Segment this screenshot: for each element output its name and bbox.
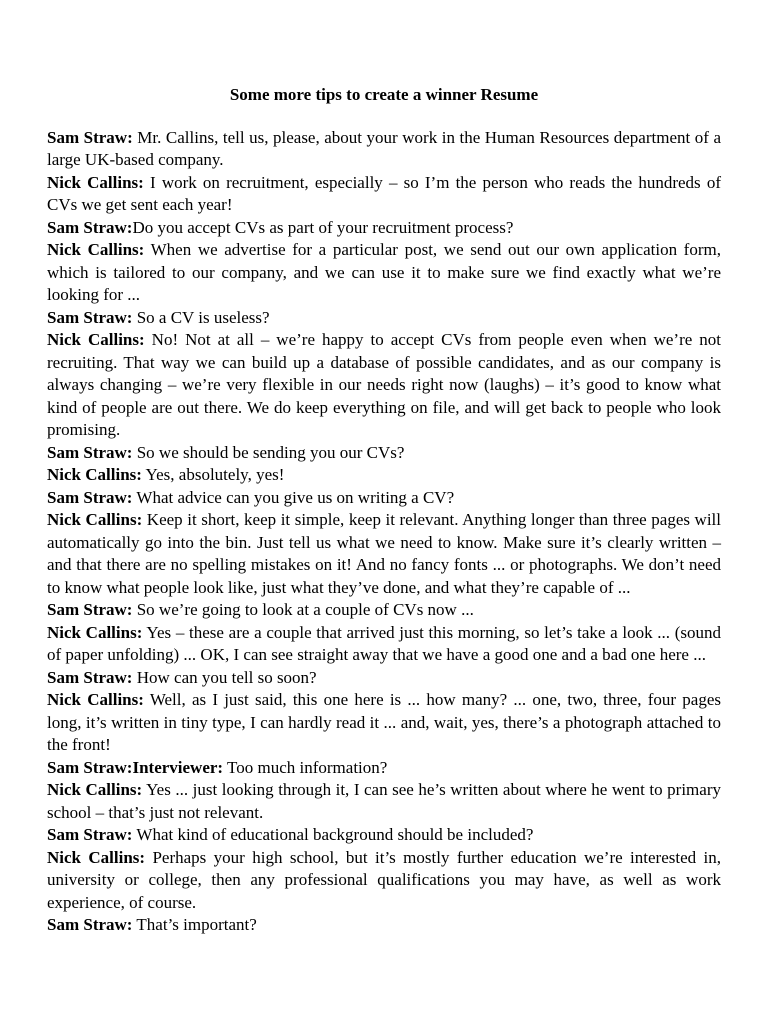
transcript-turn — [47, 757, 721, 780]
speaker-utterance: When we advertise for a particular post, we send out our own application form, which is tailored to our company, and we can use it to make sure we find exactly what we’re looking for ... — [47, 240, 721, 304]
speaker-name: Nick Callins: — [47, 690, 144, 709]
speaker-name: Nick Callins: — [47, 622, 143, 642]
transcript-turn — [47, 667, 721, 690]
speaker-utterance: That’s important? — [132, 915, 257, 934]
speaker-name: Nick Callins: — [47, 330, 145, 349]
transcript-turn — [47, 599, 721, 622]
transcript-turn — [47, 307, 721, 330]
speaker-name: Sam Straw: — [47, 915, 133, 934]
transcript-turn — [47, 127, 721, 172]
speaker-name: Nick Callins: — [47, 172, 144, 192]
speaker-utterance: What kind of educational background should be included? — [132, 825, 534, 844]
transcript-turn — [47, 824, 721, 847]
speaker-utterance: I work on recruitment, especially – so I’m the person who reads the hundreds of CVs we get sent each year! — [47, 172, 721, 214]
speaker-name: Sam Straw: — [47, 217, 133, 237]
speaker-utterance: Yes, absolutely, yes! — [141, 465, 285, 484]
speaker-name: Nick Callins: — [47, 465, 142, 484]
transcript-turn — [47, 509, 721, 599]
speaker-name: Sam Straw:Interviewer: — [47, 757, 224, 777]
transcript-turn — [47, 217, 721, 240]
speaker-name: Nick Callins: — [47, 510, 143, 529]
transcript-turn — [47, 847, 721, 915]
transcript-turn — [47, 487, 721, 510]
transcript-turn — [47, 464, 721, 487]
speaker-utterance: Perhaps your high school, but it’s mostly further education we’re interested in, university or college, then any professional qualifications you may have, as well as work experience, of course. — [47, 847, 721, 912]
transcript-turn — [47, 622, 721, 667]
document-page — [47, 84, 721, 937]
speaker-name: Sam Straw: — [47, 825, 133, 844]
transcript-turn — [47, 914, 721, 937]
transcript-turn — [47, 239, 721, 307]
document-title: Some more tips to create a winner Resume — [229, 85, 539, 104]
speaker-utterance: No! Not at all – we’re happy to accept CVs from people even when we’re not recruiting. That way we can build up a database of possible candidates, and as our company is always changing – we’re very flexible in our needs right now (laughs) – it’s good to know what kind of people are out there. We do keep everything on file, and will get back to people who look promising. — [47, 330, 721, 439]
speaker-name: Sam Straw: — [47, 127, 133, 147]
speaker-name: Sam Straw: — [47, 667, 133, 687]
speaker-name: Sam Straw: — [47, 487, 133, 507]
speaker-name: Nick Callins: — [47, 847, 146, 867]
speaker-utterance: Mr. Callins, tell us, please, about your work in the Human Resources department of a large UK-based company. — [47, 127, 721, 169]
speaker-name: Sam Straw: — [47, 307, 133, 327]
speaker-utterance: Well, as I just said, this one here is ... how many? ... one, two, three, four pages long, it’s written in tiny type, I can hardly read it ... and, wait, yes, there’s a photograph attached to the front! — [47, 690, 721, 754]
speaker-utterance: So we should be sending you our CVs? — [132, 442, 405, 462]
speaker-utterance: Too much information? — [223, 757, 388, 777]
speaker-utterance: What advice can you give us on writing a CV? — [132, 487, 455, 507]
speaker-name: Sam Straw: — [47, 600, 133, 619]
speaker-utterance: Yes ... just looking through it, I can see he’s written about where he went to primary school – that’s just not relevant. — [47, 780, 721, 822]
speaker-utterance: How can you tell so soon? — [132, 667, 317, 687]
speaker-utterance: Keep it short, keep it simple, keep it relevant. Anything longer than three pages will automatically go into the bin. Just tell us what we need to know. Make sure it’s clearly written – and that there are no spelling mistakes on it! And no fancy fonts ... or photographs. We don’t need to know what people look like, just what they’ve done, and what they’re capable of ... — [47, 510, 721, 597]
transcript-turn — [47, 689, 721, 757]
speaker-utterance: Do you accept CVs as part of your recruitment process? — [132, 217, 514, 237]
transcript-turn — [47, 172, 721, 217]
speaker-utterance: So we’re going to look at a couple of CVs now ... — [132, 600, 474, 619]
transcript-turn — [47, 779, 721, 824]
speaker-utterance: Yes – these are a couple that arrived just this morning, so let’s take a look ... (sound of paper unfolding) ... OK, I can see straight away that we have a good one and a bad one here ... — [47, 622, 722, 664]
speaker-name: Nick Callins: — [47, 780, 143, 799]
speaker-name: Sam Straw: — [47, 442, 133, 462]
transcript-turn — [47, 329, 721, 442]
speaker-name: Nick Callins: — [47, 240, 145, 259]
interview-transcript — [47, 127, 721, 937]
speaker-utterance: So a CV is useless? — [132, 307, 270, 327]
transcript-turn — [47, 442, 721, 465]
